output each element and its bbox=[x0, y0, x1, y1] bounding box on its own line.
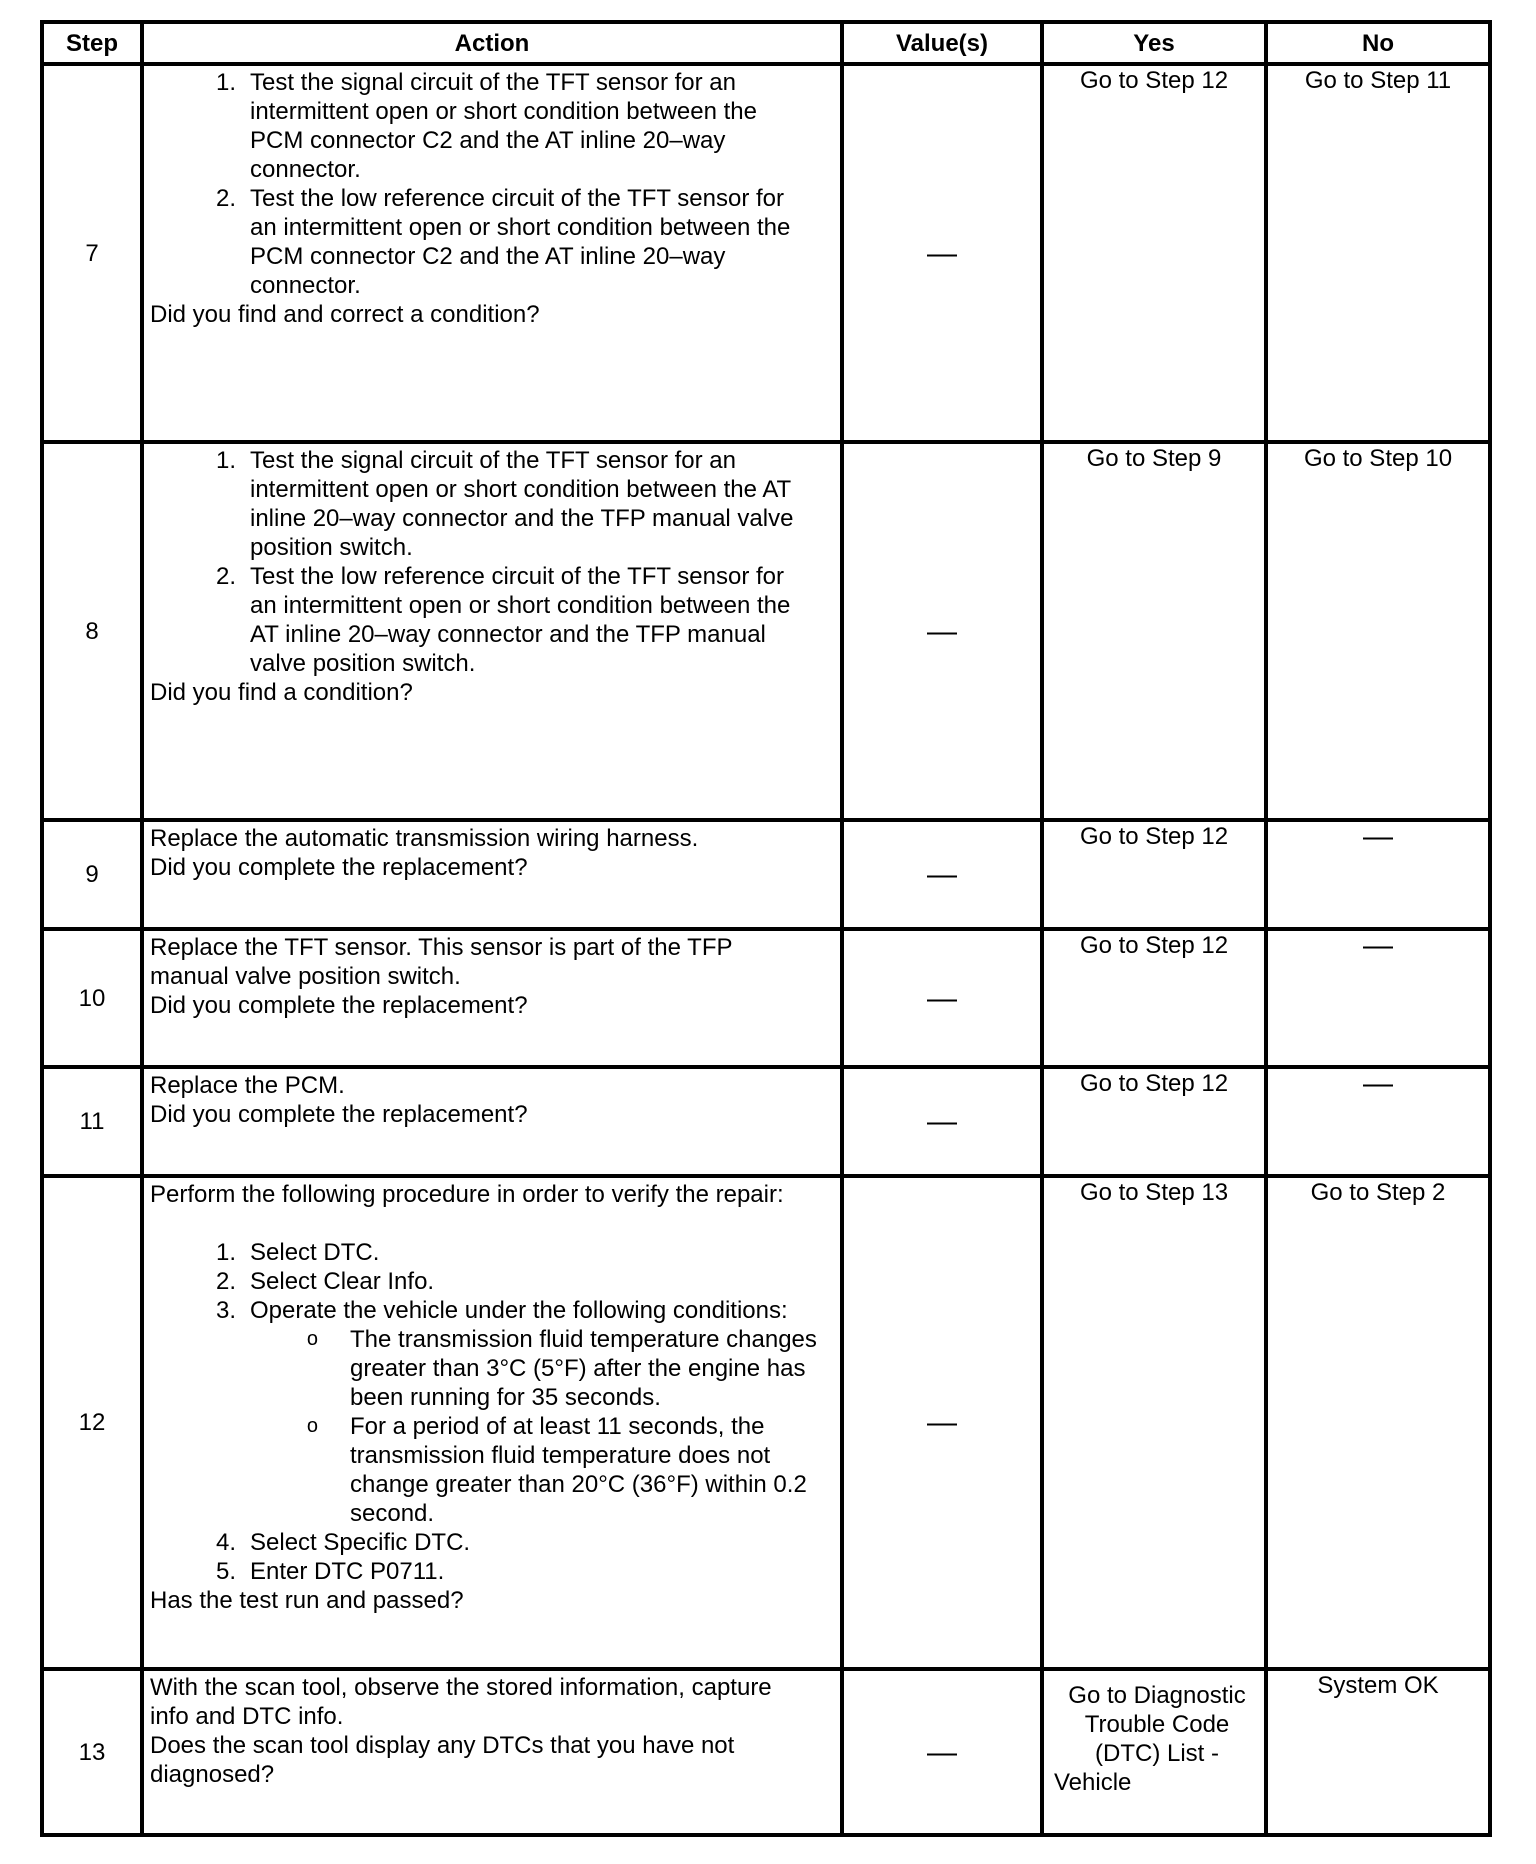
header-action: Action bbox=[142, 22, 842, 64]
header-step: Step bbox=[42, 22, 142, 64]
list-item: 2. Test the low reference circuit of the TFT sensor for an intermittent open or short condition between the AT inline 20–way connector and the TFP manual valve position switch. bbox=[215, 563, 791, 677]
list-item: o The transmission fluid temperature changes greater than 3°C (5°F) after the engine has been running for 35 seconds. bbox=[150, 1325, 834, 1412]
yes-cell: Go to Step 12 bbox=[1042, 1067, 1266, 1176]
table-row-step-10 bbox=[42, 929, 1490, 1067]
yes-line: (DTC) List - bbox=[1095, 1740, 1219, 1767]
bullet-icon: o bbox=[306, 1328, 318, 1350]
action-cell bbox=[142, 442, 842, 820]
list-item: 1. Test the signal circuit of the TFT sensor for an intermittent open or short condition between the PCM connector C2 and the AT inline 20–way connector. bbox=[215, 69, 757, 183]
step-number: 8 bbox=[42, 442, 142, 820]
yes-line: Vehicle bbox=[1054, 1769, 1132, 1796]
list-item: 2. Test the low reference circuit of the TFT sensor for an intermittent open or short condition between the PCM connector C2 and the AT inline 20–way connector. bbox=[215, 185, 791, 299]
no-cell: — bbox=[1266, 929, 1490, 1067]
procedure-steps-list bbox=[150, 1238, 834, 1325]
action-question: Has the test run and passed? bbox=[150, 1587, 464, 1614]
action-steps-list bbox=[150, 446, 834, 678]
step-number: 12 bbox=[42, 1176, 142, 1669]
action-question: Did you find and correct a condition? bbox=[150, 301, 540, 328]
no-cell: — bbox=[1266, 820, 1490, 929]
list-item: 1. Test the signal circuit of the TFT sensor for an intermittent open or short condition between the AT inline 20–way connector and the TFP manual valve position switch. bbox=[215, 447, 794, 561]
procedure-intro: Perform the following procedure in order to verify the repair: bbox=[150, 1181, 784, 1208]
action-cell bbox=[142, 1669, 842, 1835]
list-item: 1. Select DTC. bbox=[215, 1239, 380, 1266]
yes-cell: Go to Step 9 bbox=[1042, 442, 1266, 820]
no-cell: — bbox=[1266, 1067, 1490, 1176]
list-item: 4. Select Specific DTC. bbox=[215, 1529, 471, 1556]
action-cell bbox=[142, 929, 842, 1067]
action-question: Did you complete the replacement? bbox=[150, 992, 528, 1019]
no-cell: Go to Step 10 bbox=[1266, 442, 1490, 820]
table-row-step-8 bbox=[42, 442, 1490, 820]
step-number: 10 bbox=[42, 929, 142, 1067]
value-cell: — bbox=[842, 1176, 1042, 1669]
action-question: Does the scan tool display any DTCs that you have not diagnosed? bbox=[150, 1732, 735, 1788]
table-row-step-12 bbox=[42, 1176, 1490, 1669]
action-text: Replace the PCM. bbox=[150, 1072, 345, 1099]
step-number: 11 bbox=[42, 1067, 142, 1176]
table-row-step-7 bbox=[42, 64, 1490, 442]
header-yes: Yes bbox=[1042, 22, 1266, 64]
value-cell: — bbox=[842, 64, 1042, 442]
value-cell: — bbox=[842, 1669, 1042, 1835]
diagnostic-table bbox=[40, 20, 1492, 1837]
list-item: 2. Select Clear Info. bbox=[215, 1268, 435, 1295]
action-text: Replace the TFT sensor. This sensor is part of the TFP manual valve position switch. bbox=[150, 934, 733, 990]
bullet-icon: o bbox=[306, 1415, 318, 1437]
table-row-step-13 bbox=[42, 1669, 1490, 1835]
table-row-step-11 bbox=[42, 1067, 1490, 1176]
procedure-steps-list-cont bbox=[150, 1528, 834, 1586]
no-cell: Go to Step 11 bbox=[1266, 64, 1490, 442]
table-row-step-9 bbox=[42, 820, 1490, 929]
action-cell bbox=[142, 1176, 842, 1669]
action-text: With the scan tool, observe the stored information, capture info and DTC info. bbox=[150, 1674, 772, 1730]
yes-cell: Go to Step 12 bbox=[1042, 820, 1266, 929]
yes-cell bbox=[1042, 1669, 1266, 1835]
no-cell: System OK bbox=[1266, 1669, 1490, 1835]
list-item: 3. Operate the vehicle under the following conditions: bbox=[215, 1297, 788, 1324]
action-question: Did you complete the replacement? bbox=[150, 854, 528, 881]
yes-cell: Go to Step 12 bbox=[1042, 929, 1266, 1067]
header-values: Value(s) bbox=[842, 22, 1042, 64]
value-cell: — bbox=[842, 929, 1042, 1067]
yes-cell: Go to Step 13 bbox=[1042, 1176, 1266, 1669]
action-steps-list bbox=[150, 68, 834, 300]
no-cell: Go to Step 2 bbox=[1266, 1176, 1490, 1669]
list-item: 5. Enter DTC P0711. bbox=[215, 1558, 445, 1585]
step-number: 9 bbox=[42, 820, 142, 929]
yes-line: Go to Diagnostic bbox=[1068, 1682, 1246, 1709]
conditions-list bbox=[150, 1325, 834, 1528]
value-cell: — bbox=[842, 1067, 1042, 1176]
action-text: Replace the automatic transmission wiring harness. bbox=[150, 825, 699, 852]
action-cell bbox=[142, 1067, 842, 1176]
yes-line: Trouble Code bbox=[1084, 1711, 1230, 1738]
header-no: No bbox=[1266, 22, 1490, 64]
action-cell bbox=[142, 64, 842, 442]
action-question: Did you complete the replacement? bbox=[150, 1101, 528, 1128]
list-item: o For a period of at least 11 seconds, the transmission fluid temperature does not change greater than 20°C (36°F) within 0.2 second. bbox=[150, 1412, 834, 1528]
value-cell: — bbox=[842, 820, 1042, 929]
action-cell bbox=[142, 820, 842, 929]
step-number: 7 bbox=[42, 64, 142, 442]
value-cell: — bbox=[842, 442, 1042, 820]
yes-cell: Go to Step 12 bbox=[1042, 64, 1266, 442]
header-row bbox=[42, 22, 1490, 64]
step-number: 13 bbox=[42, 1669, 142, 1835]
action-question: Did you find a condition? bbox=[150, 679, 413, 706]
